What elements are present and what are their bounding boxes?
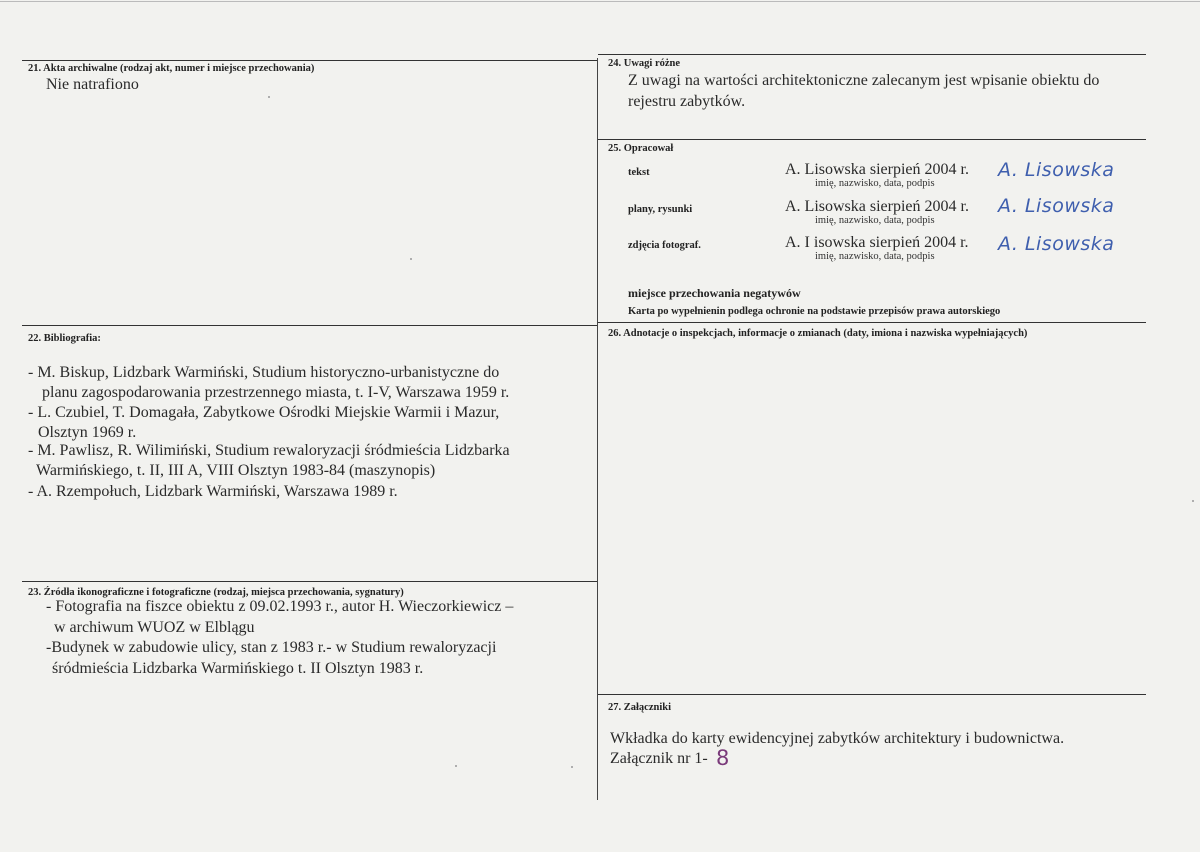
- scan-speck: [410, 258, 412, 260]
- section-27-label: 27. Załączniki: [608, 702, 672, 713]
- bibliography-line-2: planu zagospodarowania przestrzennego miasta, t. I-V, Warszawa 1959 r.: [42, 384, 510, 401]
- rule-26-top: [598, 322, 1146, 323]
- bibliography-line-4: Olsztyn 1969 r.: [38, 424, 137, 441]
- section-25-label: 25. Opracował: [608, 143, 674, 154]
- author-row-photos-value: A. I isowska sierpień 2004 r.: [785, 234, 969, 251]
- section-23-line-2: w archiwum WUOZ w Elblągu: [54, 619, 255, 636]
- section-23-label: 23. Źródła ikonograficzne i fotograficzne (rodzaj, miejsca przechowania, sygnatury): [28, 587, 404, 598]
- handwritten-attachment-number: 8: [716, 746, 730, 770]
- author-row-plans-caption: imię, nazwisko, data, podpis: [815, 215, 935, 226]
- scan-speck: [268, 96, 270, 98]
- bibliography-line-1: - M. Biskup, Lidzbark Warmiński, Studium historyczno-urbanistyczne do: [28, 364, 500, 381]
- section-23-line-3: -Budynek w zabudowie ulicy, stan z 1983 r.- w Studium rewaloryzacji: [46, 639, 497, 656]
- top-edge-line: [0, 1, 1200, 2]
- section-24-line-2: rejestru zabytków.: [628, 93, 746, 110]
- column-divider: [597, 58, 598, 800]
- bibliography-line-6: Warmińskiego, t. II, III A, VIII Olsztyn 1983-84 (maszynopis): [36, 462, 436, 479]
- rule-23-top: [22, 581, 598, 582]
- section-26-label: 26. Adnotacje o inspekcjach, informacje o zmianach (daty, imiona i nazwiska wypełniających): [608, 328, 1028, 339]
- attachments-line-1: Wkładka do karty ewidencyjnej zabytków architektury i budownictwa.: [610, 730, 1065, 747]
- rule-25-top: [598, 139, 1146, 140]
- bibliography-line-3: - L. Czubiel, T. Domagała, Zabytkowe Ośrodki Miejskie Warmii i Mazur,: [28, 404, 500, 421]
- copyright-note: Karta po wypełnienin podlega ochronie na podstawie przepisów prawa autorskiego: [628, 306, 1001, 317]
- author-row-text-key: tekst: [628, 167, 650, 178]
- author-row-plans-key: plany, rysunki: [628, 204, 693, 215]
- signature-handwritten-1: A. Lisowska: [998, 159, 1115, 181]
- author-row-text-caption: imię, nazwisko, data, podpis: [815, 178, 935, 189]
- section-24-label: 24. Uwagi różne: [608, 58, 681, 69]
- section-23-line-4: śródmieścia Lidzbarka Warmińskiego t. II Olsztyn 1983 r.: [52, 660, 424, 677]
- negatives-storage-label: miejsce przechowania negatywów: [628, 286, 801, 300]
- rule-24-top: [598, 54, 1146, 55]
- author-row-plans-value: A. Lisowska sierpień 2004 r.: [785, 198, 969, 215]
- rule-22-top: [22, 325, 598, 326]
- rule-21-top: [22, 60, 598, 61]
- section-24-line-1: Z uwagi na wartości architektoniczne zalecanym jest wpisanie obiektu do: [628, 72, 1100, 89]
- section-21-label: 21. Akta archiwalne (rodzaj akt, numer i miejsce przechowania): [28, 63, 315, 74]
- section-21-value: Nie natrafiono: [46, 76, 139, 93]
- signature-handwritten-2: A. Lisowska: [998, 195, 1115, 217]
- section-23-line-1: - Fotografia na fiszce obiektu z 09.02.1993 r., autor H. Wieczorkiewicz –: [46, 598, 514, 615]
- attachments-line-2: [610, 750, 708, 768]
- rule-27-top: [598, 694, 1146, 695]
- scan-speck: [571, 766, 573, 768]
- scan-speck: [1192, 500, 1194, 502]
- author-row-photos-key: zdjęcia fotograf.: [628, 240, 701, 251]
- author-row-text-value: A. Lisowska sierpień 2004 r.: [785, 161, 969, 178]
- bibliography-line-5: - M. Pawlisz, R. Wilimiński, Studium rewaloryzacji śródmieścia Lidzbarka: [28, 442, 510, 459]
- scan-speck: [455, 765, 457, 767]
- attachments-line-2-prefix: Załącznik nr 1-: [610, 750, 708, 767]
- author-row-photos-caption: imię, nazwisko, data, podpis: [815, 251, 935, 262]
- signature-handwritten-3: A. Lisowska: [998, 233, 1115, 255]
- section-22-label: 22. Bibliografia:: [28, 333, 101, 344]
- bibliography-line-7: - A. Rzempołuch, Lidzbark Warmiński, Warszawa 1989 r.: [28, 483, 398, 500]
